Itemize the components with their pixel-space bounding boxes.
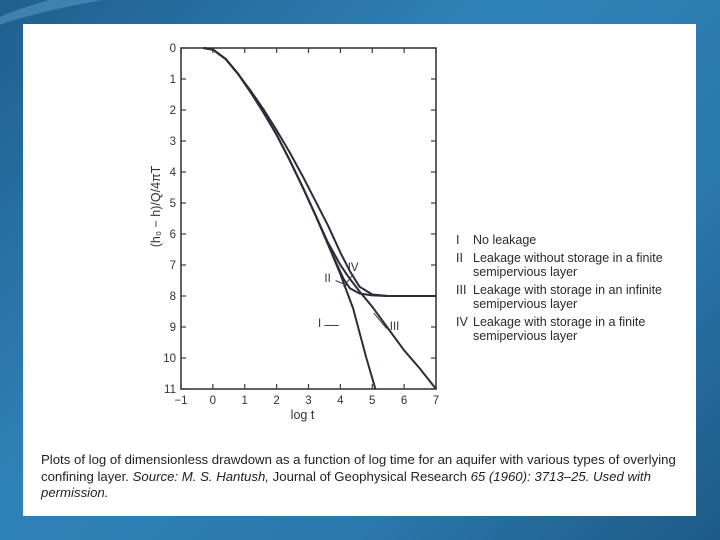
y-tick-label: 4 xyxy=(169,167,176,179)
y-tick-label: 7 xyxy=(169,260,176,272)
x-tick-label: 6 xyxy=(400,395,408,407)
series-line-iv xyxy=(203,48,436,296)
x-tick-label: 0 xyxy=(209,395,217,407)
curve-annotation-iv: IV xyxy=(347,262,359,275)
y-tick-label: 8 xyxy=(169,291,176,303)
legend-num: I xyxy=(456,233,460,247)
y-tick-label: 0 xyxy=(169,43,176,55)
curve-annotation-iii: III xyxy=(389,321,400,334)
legend-num: II xyxy=(456,250,463,265)
legend-text: No leakage xyxy=(473,233,537,247)
y-axis-label: (h₀ − h)/Q/4πT xyxy=(149,165,163,248)
legend-text: Leakage with storage in an infinite semipervious layer xyxy=(473,282,663,311)
x-tick-label: 2 xyxy=(273,395,280,407)
legend-num: IV xyxy=(456,314,468,329)
x-tick-label: 4 xyxy=(337,395,344,407)
caption-citation: 65 (1960): 3713–25. Used with permission. xyxy=(41,468,651,500)
y-tick-label: 6 xyxy=(169,229,176,241)
curve-annotation-ii: II xyxy=(324,273,331,286)
x-axis-label: log t xyxy=(290,408,315,422)
legend-num: III xyxy=(456,282,467,297)
y-tick-label: 1 xyxy=(169,74,176,86)
series-line-iii xyxy=(203,48,436,389)
x-tick-label: 1 xyxy=(241,395,248,407)
x-tick-label: −1 xyxy=(174,395,188,407)
x-tick-label: 3 xyxy=(305,395,312,407)
x-tick-label: 5 xyxy=(369,395,376,407)
series-line-i xyxy=(203,48,375,389)
legend-item-iii xyxy=(456,283,692,312)
legend-text: Leakage with storage in a finite semipervious layer xyxy=(473,314,646,343)
y-tick-label: 9 xyxy=(169,322,176,334)
caption-main: Plots of log of dimensionless drawdown as a function of log time for an aquifer with various types of overlying confining layer. xyxy=(41,452,676,484)
curve-annotation-i: I xyxy=(318,318,322,330)
series-line-ii xyxy=(203,48,436,296)
legend-item-i xyxy=(456,233,692,248)
legend-item-ii xyxy=(456,251,692,280)
caption-journal: Journal of Geophysical Research xyxy=(268,468,471,484)
y-tick-label: 10 xyxy=(163,353,176,365)
slide-panel xyxy=(23,24,696,516)
legend-item-iv xyxy=(456,315,692,344)
plot-frame xyxy=(181,48,436,389)
annotation-leader xyxy=(374,313,387,329)
y-tick-label: 5 xyxy=(169,198,176,210)
figure-caption xyxy=(41,452,686,502)
chart-legend xyxy=(456,233,692,347)
y-tick-label: 11 xyxy=(164,384,176,396)
x-tick-label: 7 xyxy=(432,395,440,407)
caption-source: Source: M. S. Hantush, xyxy=(132,468,269,484)
y-tick-label: 3 xyxy=(169,136,176,148)
legend-text: Leakage without storage in a finite semipervious layer xyxy=(473,250,663,279)
y-tick-label: 2 xyxy=(169,105,176,117)
